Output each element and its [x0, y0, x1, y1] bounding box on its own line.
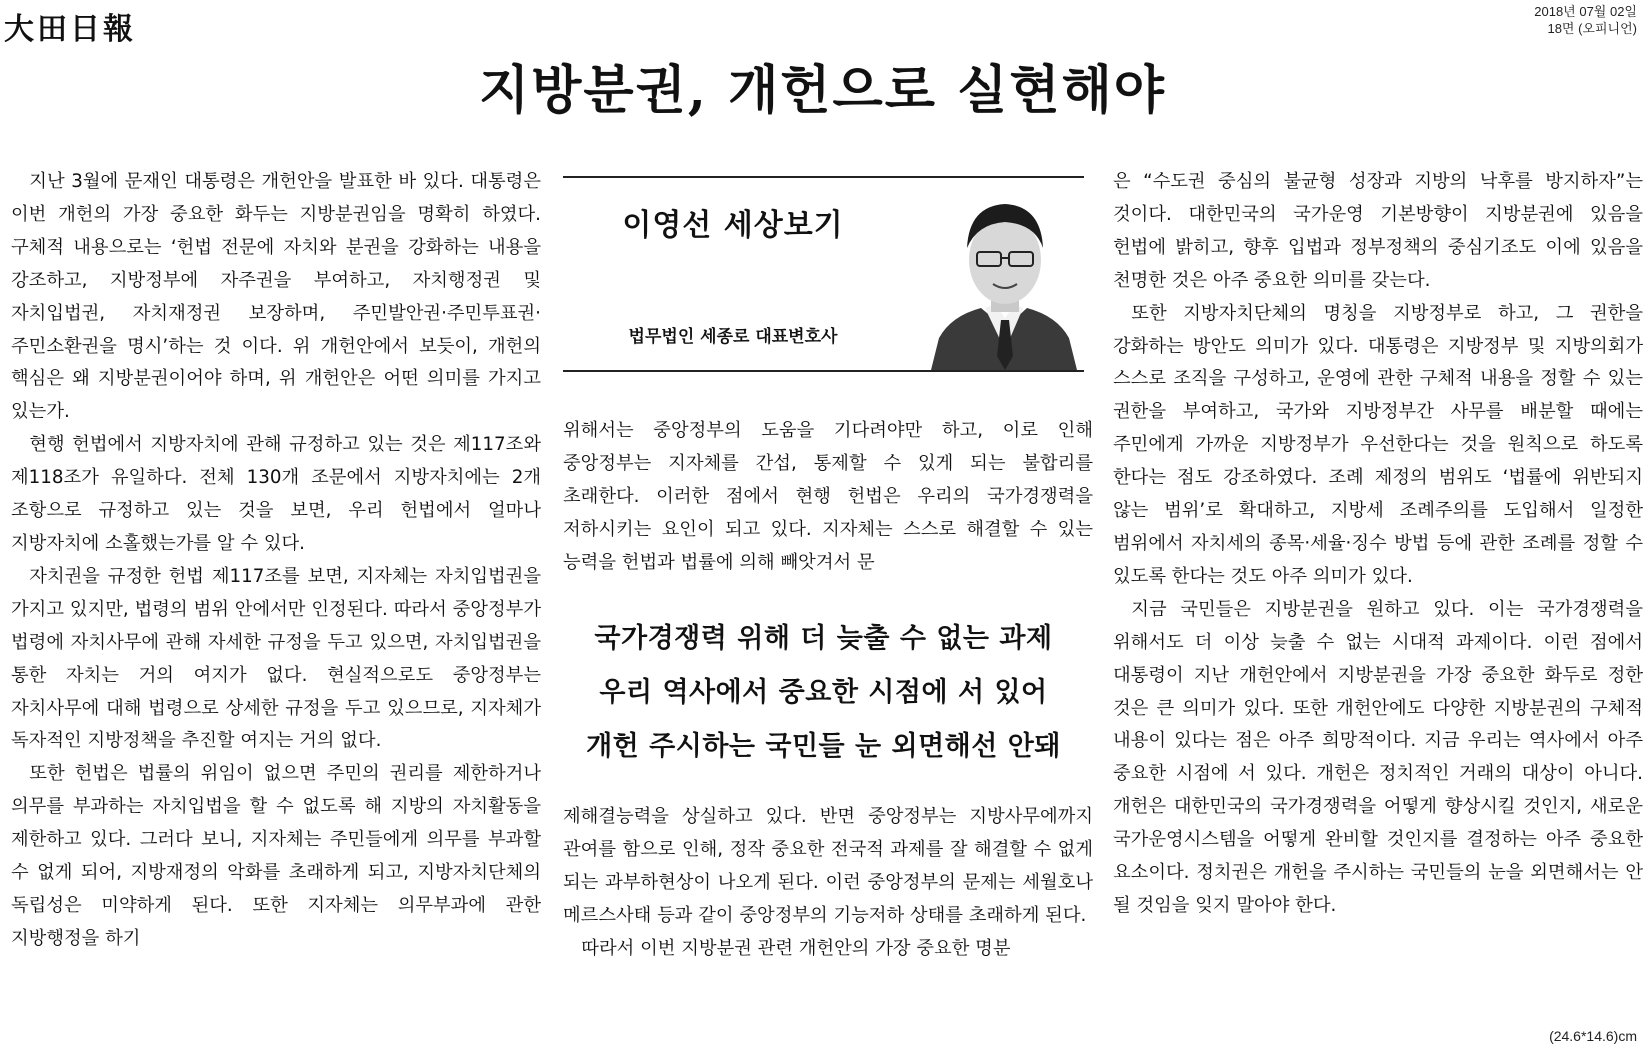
- pull-quote: [563, 612, 1084, 774]
- paragraph: 지금 국민들은 지방분권을 원하고 있다. 이는 국가경쟁력을 위해서도 더 이상 늦출 수 없는 시대적 과제이다. 이런 점에서 대통령이 지난 개헌안에서 지방분권을 가장 중요한 화두로 정한 것은 큰 의미가 있다. 또한 개헌안에도 다양한 지방분권의 구체적 내용이 있다는 점은 아주 희망적이다. 지금 우리는 역사에서 아주 중요한 시점에 서 있다. 개헌은 정치적인 거래의 대상이 아니다. 개헌은 대한민국의 국가경쟁력을 어떻게 향상시킬 것인지, 새로운 국가운영시스템을 어떻게 완비할 것인지를 결정하는 아주 중요한 요소이다. 정치권은 개헌을 주시하는 국민들의 눈을 외면해서는 안 될 것임을 잊지 말아야 한다.: [1113, 598, 1643, 916]
- clipping-size-note: (24.6*14.6)cm: [1549, 1028, 1637, 1044]
- paragraph: 제해결능력을 상실하고 있다. 반면 중앙정부는 지방사무에까지 관여를 함으로 인해, 정작 중요한 전국적 과제를 잘 해결할 수 없게 되는 과부하현상이 나오게 된다. 이런 중앙정부의 문제는 세월호나 메르스사태 등과 같이 중앙정부의 기능저하 상태를 초래하게 된다.: [563, 806, 1093, 926]
- article-column-3: [1113, 166, 1643, 923]
- paragraph: 자치권을 규정한 헌법 제117조를 보면, 지자체는 자치입법권을 가지고 있지만, 법령의 범위 안에서만 인정된다. 따라서 중앙정부가 법령에 자치사무에 관해 자세한 규정을 두고 있으면, 자치입법권을 통한 자치는 거의 여지가 없다. 현실적으로도 중앙정부는 자치사무에 대해 법령으로 상세한 규정을 두고 있으므로, 지자체가 독자적인 지방정책을 추진할 여지는 거의 없다.: [11, 565, 541, 752]
- publication-date: 2018년 07월 02일: [1534, 4, 1637, 19]
- article-column-1: [11, 166, 541, 956]
- paragraph: 따라서 이번 지방분권 관련 개헌안의 가장 중요한 명분: [581, 937, 1011, 959]
- column-name: 이영선 세상보기: [622, 208, 844, 243]
- paragraph: 현행 헌법에서 지방자치에 관해 규정하고 있는 것은 제117조와 제118조가 유일하다. 전체 130개 조문에서 지방자치에는 2개 조항으로 규정하고 있는 것을 보면, 우리 헌법에서 얼마나 지방자치에 소홀했는가를 알 수 있다.: [11, 434, 541, 554]
- paragraph: 또한 헌법은 법률의 위임이 없으면 주민의 권리를 제한하거나 의무를 부과하는 자치입법을 할 수 없도록 해 지방의 자치활동을 제한하고 있다. 그러다 보니, 지자체는 주민들에게 의무를 부과할 수 없게 되어, 지방재정의 악화를 초래하게 되고, 지방자치단체의 독립성은 미약하게 된다. 또한 지자체는 의무부과에 관한 지방행정을 하기: [11, 763, 541, 949]
- author-title: 법무법인 세종로 대표변호사: [628, 327, 838, 347]
- pull-quote-line: 국가경쟁력 위해 더 늦출 수 없는 과제: [594, 623, 1053, 654]
- article-column-2-top: [563, 415, 1093, 580]
- paragraph: 위해서는 중앙정부의 도움을 기다려야만 하고, 이로 인해 중앙정부는 지자체를 간섭, 통제할 수 있게 되는 불합리를 초래한다. 이러한 점에서 현행 헌법은 우리의 국가경쟁력을 저하시키는 요인이 되고 있다. 지자체는 스스로 해결할 수 있는 능력을 헌법과 법률에 의해 빼앗겨서 문: [563, 420, 1093, 573]
- paragraph: 지난 3월에 문재인 대통령은 개헌안을 발표한 바 있다. 대통령은 이번 개헌의 가장 중요한 화두는 지방분권임을 명확히 하였다. 구체적 내용으로는 ‘헌법 전문에 자치와 분권을 강화하는 내용을 강조하고, 지방정부에 자주권을 부여하고, 자치행정권 및 자치입법권, 자치재정권 보장하며, 주민발안권·주민투표권·주민소환권을 명시’하는 것 이다. 위 개헌안에서 보듯이, 개헌의 핵심은 왜 지방분권이어야 하며, 위 개헌안은 어떤 의미를 가지고 있는가.: [11, 171, 541, 423]
- column-byline-box: [563, 176, 1084, 372]
- newspaper-logo: 大田日報: [4, 12, 136, 47]
- article-headline: 지방분권, 개헌으로 실현해야: [478, 60, 1167, 121]
- page-section: 18면 (오피니언): [1547, 21, 1637, 36]
- paragraph: 은 “수도권 중심의 불균형 성장과 지방의 낙후를 방지하자”는 것이다. 대한민국의 국가운영 기본방향이 지방분권에 있음을 헌법에 밝히고, 향후 입법과 정부정책의 중심기조도 이에 있음을 천명한 것은 아주 중요한 의미를 갖는다.: [1113, 171, 1643, 291]
- pull-quote-line: 우리 역사에서 중요한 시점에 서 있어: [599, 677, 1048, 708]
- paragraph: 또한 지방자치단체의 명칭을 지방정부로 하고, 그 권한을 강화하는 방안도 의미가 있다. 대통령은 지방정부 및 지방의회가 스스로 조직을 구성하고, 운영에 관한 구체적 내용을 정할 수 있는 권한을 부여하고, 국가와 지방정부간 사무를 배분할 때에는 주민에게 가까운 지방정부가 우선한다는 것을 원칙으로 하도록 한다는 점도 강조하였다. 조례 제정의 범위도 ‘법률에 위반되지 않는 범위’로 확대하고, 지방세 조례주의를 도입해서 일정한 범위에서 자치세의 종목·세율·징수 방법 등에 관한 조례를 정할 수 있도록 한다는 것도 아주 의미가 있다.: [1113, 302, 1643, 587]
- author-photo: [923, 178, 1084, 370]
- article-column-2-bottom: [563, 801, 1093, 966]
- pull-quote-line: 개헌 주시하는 국민들 눈 외면해선 안돼: [586, 731, 1061, 762]
- publication-meta: [1534, 3, 1637, 37]
